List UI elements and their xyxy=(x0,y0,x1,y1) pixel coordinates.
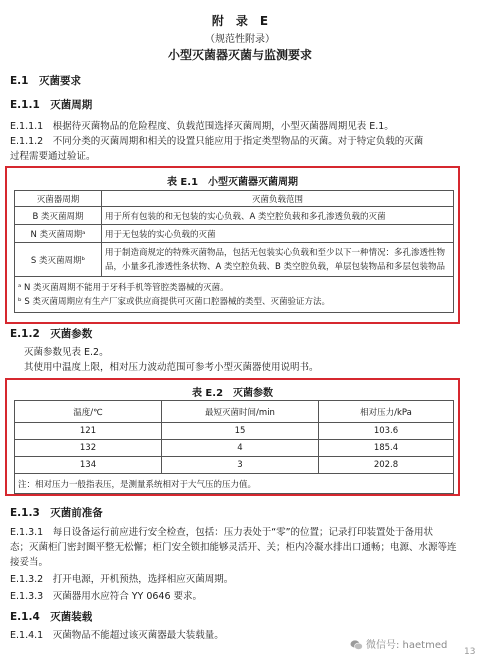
table-e1 xyxy=(14,190,454,313)
table-row xyxy=(15,207,454,225)
appendix-label: 附 录 E xyxy=(211,14,269,28)
table-e1-cycle-s: S 类灭菌周期ᵇ xyxy=(15,243,102,277)
table-e2-note: 注：相对压力一般指表压，是测量系统相对于大气压的压力值。 xyxy=(15,474,454,494)
paragraph-e111: E.1.1.1 根据待灭菌物品的危险程度、负载范围选择灭菌周期，小型灭菌器周期见表 E.1。 xyxy=(10,121,394,132)
wechat-icon-svg xyxy=(350,640,363,650)
wechat-watermark xyxy=(350,636,447,651)
paragraph-e112-line2: 过程需要通过验证。 xyxy=(10,151,96,162)
table-e1-cycle-n: N 类灭菌周期ᵃ xyxy=(15,225,102,243)
table-e1-range-b: 用于所有包装的和无包装的实心负载、A 类空腔负载和多孔渗透负载的灭菌 xyxy=(102,207,454,225)
page-title: 小型灭菌器灭菌与监测要求 xyxy=(167,48,312,62)
table-e2-header-row xyxy=(15,401,454,423)
table-e2 xyxy=(14,400,454,494)
paragraph-e131-line1: E.1.3.1 每日设备运行前应进行安全检查，包括：压力表处于“零”的位置；记录打印装置处于备用状 xyxy=(10,527,434,538)
table-e1-range-n: 用于无包装的实心负载的灭菌 xyxy=(102,225,454,243)
table-e1-range-s-line2: 品，小量多孔渗透性条状物、A 类空腔负载、B 类空腔负载，单层包装物品和多层包装物品 xyxy=(105,261,446,272)
watermark-text: 微信号: haetmed xyxy=(366,640,448,651)
table-e2-caption: 表 E.2 灭菌参数 xyxy=(191,388,274,399)
appendix-normative: （规范性附录） xyxy=(205,34,275,45)
table-e2-note-row xyxy=(15,474,454,494)
table-e2-cell: 15 xyxy=(162,423,319,440)
paragraph-e131-line2: 态；灭菌柜门密封圈平整无松懈；柜门安全锁扣能够灵活开、关；柜内冷凝水排出口通畅；电源、水源等连 xyxy=(10,542,457,553)
table-e2-header-pressure: 相对压力/kPa xyxy=(319,401,454,423)
paragraph-e112-line1: E.1.1.2 不同分类的灭菌周期和相关的设置只能应用于指定类型物品的灭菌。对于特定负载的灭菌 xyxy=(10,136,424,147)
table-e1-caption: 表 E.1 小型灭菌器灭菌周期 xyxy=(166,177,299,188)
table-e2-cell: 134 xyxy=(15,457,162,474)
paragraph-e141: E.1.4.1 灭菌物品不能超过该灭菌器最大装载量。 xyxy=(10,630,224,641)
table-e2-cell: 132 xyxy=(15,440,162,457)
table-e1-range-s xyxy=(102,243,454,277)
table-e2-cell: 4 xyxy=(162,440,319,457)
table-e1-range-s-line1: 用于制造商规定的特殊灭菌物品，包括无包装实心负载和至少以下一种情况：多孔渗透性物 xyxy=(105,247,446,258)
section-e12-heading: E.1.2 灭菌参数 xyxy=(10,328,93,340)
table-e1-cycle-b: B 类灭菌周期 xyxy=(15,207,102,225)
table-row xyxy=(15,225,454,243)
table-e2-header-time: 最短灭菌时间/min xyxy=(162,401,319,423)
table-e1-header-range: 灭菌负载范围 xyxy=(102,191,454,207)
table-e1-header-row xyxy=(15,191,454,207)
table-e1-notes xyxy=(15,277,454,313)
table-e1-header-cycle: 灭菌器周期 xyxy=(15,191,102,207)
section-e14-heading: E.1.4 灭菌装载 xyxy=(10,611,93,623)
paragraph-e132: E.1.3.2 打开电源，开机预热，选择相应灭菌周期。 xyxy=(10,574,234,585)
wechat-icon xyxy=(350,640,363,650)
table-row xyxy=(15,457,454,474)
table-e2-cell: 103.6 xyxy=(319,423,454,440)
table-e2-cell: 202.8 xyxy=(319,457,454,474)
section-e11-heading: E.1.1 灭菌周期 xyxy=(10,99,93,111)
table-e2-cell: 3 xyxy=(162,457,319,474)
table-row xyxy=(15,243,454,277)
table-row xyxy=(15,440,454,457)
table-e2-cell: 185.4 xyxy=(319,440,454,457)
page-number: 13 xyxy=(464,647,476,657)
paragraph-e12-line2: 其使用中温度上限，相对压力波动范围可参考小型灭菌器使用说明书。 xyxy=(24,362,319,373)
table-e1-note-a: ᵃ N 类灭菌周期不能用于牙科手机等管腔类器械的灭菌。 xyxy=(18,282,229,293)
paragraph-e131-line3: 接妥当。 xyxy=(10,557,49,568)
table-e2-cell: 121 xyxy=(15,423,162,440)
table-row xyxy=(15,423,454,440)
table-e1-note-b: ᵇ S 类灭菌周期应有生产厂家或供应商提供可灭菌口腔器械的类型、灭菌验证方法。 xyxy=(18,296,330,307)
section-e13-heading: E.1.3 灭菌前准备 xyxy=(10,507,103,519)
paragraph-e12-line1: 灭菌参数见表 E.2。 xyxy=(24,347,109,358)
section-e1-heading: E.1 灭菌要求 xyxy=(10,75,81,87)
paragraph-e133: E.1.3.3 灭菌器用水应符合 YY 0646 要求。 xyxy=(10,591,203,602)
table-e2-header-temp: 温度/℃ xyxy=(15,401,162,423)
table-e1-notes-row xyxy=(15,277,454,313)
